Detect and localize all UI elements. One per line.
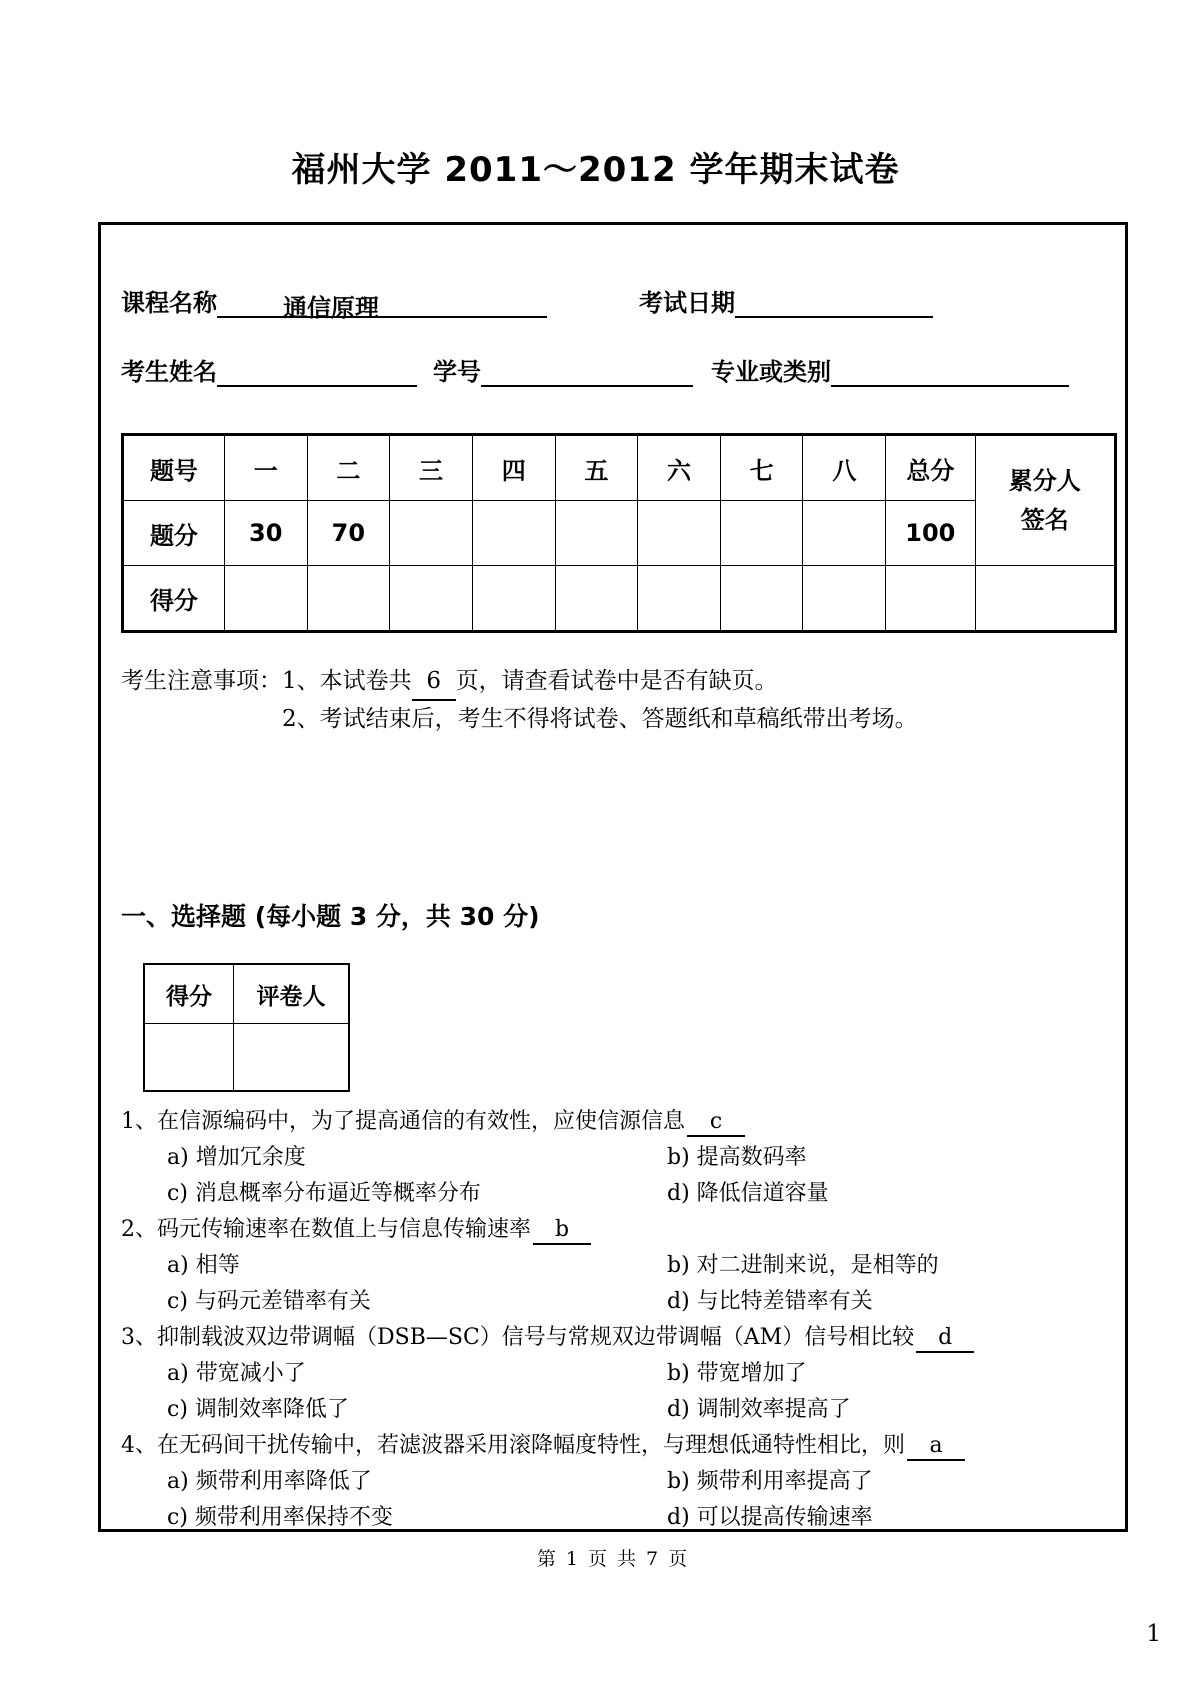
question-3-options-cd (121, 1392, 1105, 1428)
signer-line1: 累分人 (1008, 467, 1081, 496)
question-3-answer-blank: d (916, 1325, 974, 1353)
student-name-field (217, 357, 417, 387)
score-cell (307, 566, 390, 632)
course-row (121, 283, 1105, 322)
option-b: b) 提高数码率 (667, 1145, 807, 1170)
option-b: b) 带宽增加了 (667, 1361, 807, 1386)
page-footer: 第 1 页 共 7 页 (536, 1548, 690, 1570)
option-d: d) 降低信道容量 (667, 1181, 829, 1206)
question-points-row (123, 501, 1116, 566)
student-name-label: 考生姓名 (121, 358, 217, 386)
question-col-7: 七 (720, 435, 803, 501)
points-cell (803, 501, 886, 566)
grader-table-blank-row (144, 1024, 349, 1092)
multiple-choice-questions (121, 1104, 1105, 1536)
option-c: c) 与码元差错率有关 (167, 1289, 371, 1314)
question-4-answer-blank: a (907, 1433, 965, 1461)
score-cell (886, 566, 975, 632)
option-d: d) 调制效率提高了 (667, 1397, 851, 1422)
notice-item-2: 2、考试结束后，考生不得将试卷、答题纸和草稿纸带出考场。 (282, 706, 918, 732)
candidate-notice (121, 663, 1105, 737)
option-a: a) 频带利用率降低了 (167, 1469, 372, 1494)
score-table-header-row (123, 435, 1116, 501)
grader-person-label: 评卷人 (234, 964, 350, 1024)
score-summary-table (121, 433, 1117, 633)
notice-items (282, 663, 918, 737)
question-col-3: 三 (390, 435, 473, 501)
notice-label: 考生注意事项： (121, 668, 282, 694)
question-col-2: 二 (307, 435, 390, 501)
option-d: d) 可以提高传输速率 (667, 1505, 873, 1530)
student-id-field (481, 357, 693, 387)
question-col-6: 六 (638, 435, 721, 501)
student-row (121, 352, 1105, 387)
points-cell (720, 501, 803, 566)
page-title: 福州大学 2011～2012 学年期末试卷 (291, 150, 900, 190)
option-c: c) 消息概率分布逼近等概率分布 (167, 1181, 481, 1206)
page-count-blank: 6 (412, 663, 456, 701)
course-name-label: 课程名称 (121, 289, 217, 317)
points-cell: 30 (224, 501, 307, 566)
question-4-stem: 4、在无码间干扰传输中，若滤波器采用滚降幅度特性，与理想低通特性相比，则 a (121, 1428, 1105, 1464)
option-c: c) 调制效率降低了 (167, 1397, 349, 1422)
question-1-answer-blank: c (687, 1109, 745, 1137)
score-cell (803, 566, 886, 632)
total-points-cell: 100 (886, 501, 975, 566)
question-number-label-cell: 题号 (123, 435, 225, 501)
signer-blank-cell (975, 566, 1115, 632)
question-3-stem: 3、抑制载波双边带调幅（DSB—SC）信号与常规双边带调幅（AM）信号相比较 d (121, 1320, 1105, 1356)
exam-date-label: 考试日期 (639, 289, 735, 317)
option-a: a) 相等 (167, 1253, 240, 1278)
points-cell (472, 501, 555, 566)
points-row-label: 题分 (123, 501, 225, 566)
student-id-label: 学号 (433, 358, 481, 386)
question-4-options-cd (121, 1500, 1105, 1536)
section1-heading: 一、选择题 (每小题 3 分，共 30 分) (121, 902, 540, 931)
exam-info-box (98, 222, 1128, 1532)
score-cell (390, 566, 473, 632)
score-cell (555, 566, 638, 632)
option-c: c) 频带利用率保持不变 (167, 1505, 393, 1530)
major-label: 专业或类别 (711, 358, 831, 386)
total-score-label-cell: 总分 (886, 435, 975, 501)
option-b: b) 对二进制来说，是相等的 (667, 1253, 939, 1278)
grader-score-label: 得分 (144, 964, 234, 1024)
grader-person-blank-cell (234, 1024, 350, 1092)
grader-score-table (143, 963, 350, 1092)
option-a: a) 带宽减小了 (167, 1361, 306, 1386)
points-cell (555, 501, 638, 566)
question-2-options-cd (121, 1284, 1105, 1320)
points-cell (638, 501, 721, 566)
points-cell: 70 (307, 501, 390, 566)
question-2-options-ab (121, 1248, 1105, 1284)
question-col-1: 一 (224, 435, 307, 501)
question-1-options-cd (121, 1176, 1105, 1212)
question-col-4: 四 (472, 435, 555, 501)
question-4-options-ab (121, 1464, 1105, 1500)
question-col-5: 五 (555, 435, 638, 501)
question-1-options-ab (121, 1140, 1105, 1176)
points-cell (390, 501, 473, 566)
signer-line2: 签名 (1020, 505, 1069, 534)
option-a: a) 增加冗余度 (167, 1145, 306, 1170)
question-3-options-ab (121, 1356, 1105, 1392)
question-1-stem: 1、在信源编码中，为了提高通信的有效性，应使信源信息 c (121, 1104, 1105, 1140)
score-cell (224, 566, 307, 632)
question-2-answer-blank: b (533, 1217, 591, 1245)
accumulator-signature-cell (975, 435, 1115, 566)
course-name-field: 通信原理 (217, 288, 547, 318)
question-col-8: 八 (803, 435, 886, 501)
score-cell (720, 566, 803, 632)
option-d: d) 与比特差错率有关 (667, 1289, 873, 1314)
exam-box-content (101, 283, 1125, 1536)
grader-score-blank-cell (144, 1024, 234, 1092)
major-field (831, 357, 1069, 387)
grader-table-header-row (144, 964, 349, 1024)
notice-item-1: 1、本试卷共 6 页，请查看试卷中是否有缺页。 (282, 663, 918, 701)
score-row-label: 得分 (123, 566, 225, 632)
question-2-stem: 2、码元传输速率在数值上与信息传输速率 b (121, 1212, 1105, 1248)
corner-page-number: 1 (1146, 1621, 1161, 1647)
exam-date-field (735, 288, 933, 318)
option-b: b) 频带利用率提高了 (667, 1469, 873, 1494)
score-cell (638, 566, 721, 632)
obtained-score-row (123, 566, 1116, 632)
score-cell (472, 566, 555, 632)
